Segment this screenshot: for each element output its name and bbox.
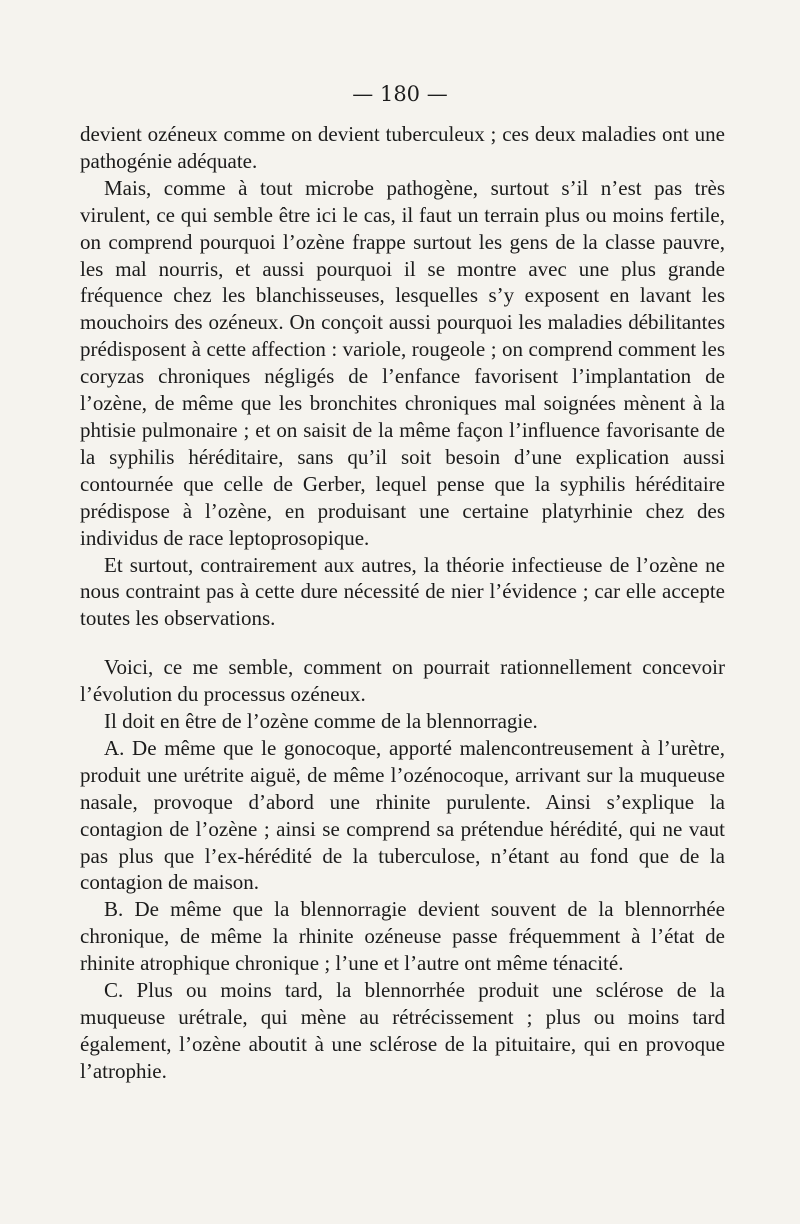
paragraph-continuation: devient ozéneux comme on devient tuberculeux ; ces deux maladies ont une pathogénie adéquate. [80, 122, 725, 173]
paragraph-blennorragie: Il doit en être de l’ozène comme de la blennorragie. [104, 709, 538, 734]
body-text [80, 121, 725, 1085]
paragraph-c: C. Plus ou moins tard, la blennorrhée produit une sclérose de la muqueuse urétrale, qui mène au rétrécissement ; plus ou moins tard également, l’ozène aboutit à une sclérose de la pituitaire, qui en provoque l’atrophie. [80, 978, 725, 1083]
paragraph-evolution-intro: Voici, ce me semble, comment on pourrait rationnellement concevoir l’évolution du processus ozéneux. [80, 655, 725, 707]
paragraph-a: A. De même que le gonocoque, apporté malencontreusement à l’urètre, produit une urétrite aiguë, de même l’ozénocoque, arrivant sur la muqueuse nasale, provoque d’abord une rhinite purulente. Ainsi s’explique la contagion de l’ozène ; ainsi se comprend sa prétendue hérédité, qui ne vaut pas plus que l’ex-hérédité de la tuberculose, n’étant au fond que de la contagion de maison. [80, 735, 725, 895]
page-number: — 180 — [352, 82, 448, 106]
paragraph-infectious-theory: Et surtout, contrairement aux autres, la théorie infectieuse de l’ozène ne nous contraint pas à cette dure nécessité de nier l’évidence ; car elle accepte toutes les observations. [80, 552, 725, 631]
paragraph-b: B. De même que la blennorragie devient souvent de la blennorrhée chronique, de même la rhinite ozéneuse passe fréquemment à l’état de rhinite atrophique chronique ; l’une et l’autre ont même ténacité. [80, 897, 725, 976]
paragraph-microbe-terrain: Mais, comme à tout microbe pathogène, surtout s’il n’est pas très virulent, ce qui semble être ici le cas, il faut un terrain plus ou moins fertile, on comprend pourquoi l’ozène frappe surtout les gens de la classe pauvre, les mal nourris, et aussi pourquoi il se montre avec une plus grande fréquence chez les blanchisseuses, lesquelles s’y exposent en lavant les mouchoirs des ozéneux. On conçoit aussi pourquoi les maladies débilitantes prédisposent à cette affection : variole, rougeole ; on comprend comment les coryzas chroniques négligés de l’enfance favorisent l’implantation de l’ozène, de même que les bronchites chroniques mal soignées mènent à la phtisie pulmonaire ; et on saisit de la même façon l’influence favorisante de la syphilis héréditaire, sans qu’il soit besoin d’une explication aussi contournée que celle de Gerber, lequel pense que la syphilis héréditaire prédispose à l’ozène, en produisant une certaine platyrhinie chez des individus de race leptoprosopique. [80, 175, 725, 550]
